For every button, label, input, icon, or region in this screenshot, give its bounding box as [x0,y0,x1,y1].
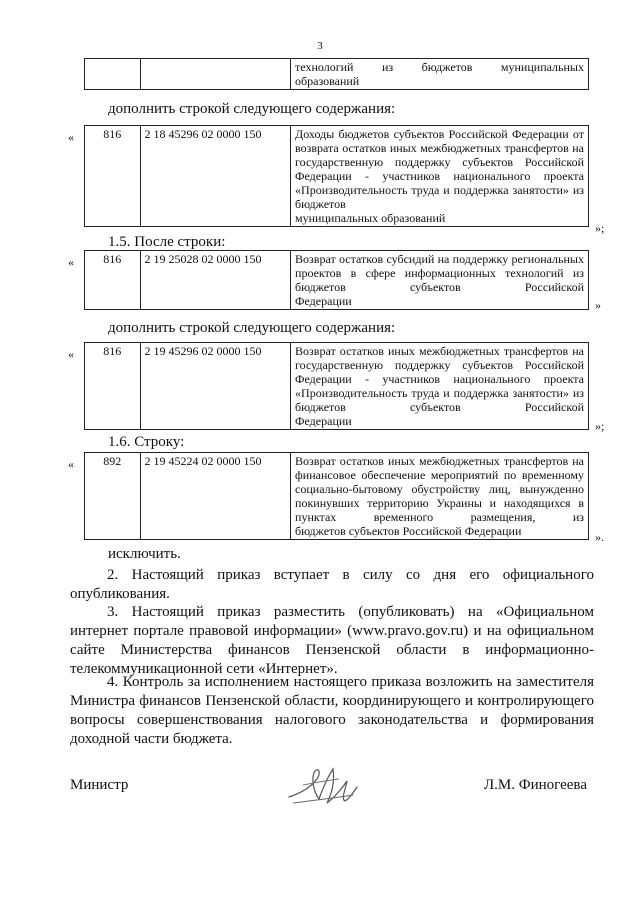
cell-kbk: 2 19 25028 02 0000 150 [140,251,290,310]
close-quote: »; [595,221,605,235]
table-row [84,125,589,227]
paragraph-3: 3. Настоящий приказ разместить (опубликовать) на «Официальном интернет портале правовой информации» (www.pravo.gov.ru) и на официальном сайте Министерства финансов Пензенской области в информационно-телекоммуникационной сети «Интернет». [70,604,594,677]
cell-description: Доходы бюджетов субъектов Российской Федерации от возврата остатков иных межбюджетных трансфертов на государственную поддержку субъектов Российской Федерации - участников национального проекта «Производительность труда и поддержка занятости» из бюджетов муниципальных образований [291,126,589,227]
table-row [84,342,589,430]
cell-description: Возврат остатков иных межбюджетных трансфертов на финансовое обеспечение мероприятий по временному социально-бытовому обустройству лиц, вынужденно покинувших территорию Украины и находящихся в пунктах временного размещения, из бюджетов субъектов Российской Федерации [291,453,589,540]
section-heading: 1.5. После строки: [108,234,226,250]
cell-kbk: 2 19 45224 02 0000 150 [140,453,290,540]
cell-description: технологий из бюджетов муниципальных образований [291,59,589,90]
exclude-instruction: исключить. [108,546,181,562]
table-row [84,452,589,540]
cell-code: 816 [85,251,141,310]
cell-description: Возврат остатков иных межбюджетных трансфертов на государственную поддержку субъектов Российской Федерации - участников национального проекта «Производительность труда и поддержка занятости» из бюджетов субъектов Российской Федерации [291,343,589,430]
cell-kbk [140,59,290,90]
cell-code: 816 [85,343,141,430]
handwritten-signature [283,757,363,813]
close-quote: ». [595,530,604,544]
paragraph-2: 2. Настоящий приказ вступает в силу со дня его официального опубликования. [70,567,594,602]
cell-code [85,59,141,90]
table-row-top [84,58,589,90]
open-quote: « [68,347,74,361]
table-row [84,250,589,310]
signatory-title: Министр [70,777,129,793]
open-quote: « [68,457,74,471]
cell-code: 892 [85,453,141,540]
close-quote: »; [595,419,605,433]
signatory-name: Л.М. Финогеева [484,777,587,793]
add-row-instruction: дополнить строкой следующего содержания: [108,320,396,336]
add-row-instruction: дополнить строкой следующего содержания: [108,101,396,117]
section-heading: 1.6. Строку: [108,434,185,450]
open-quote: « [68,255,74,269]
close-quote: » [595,298,601,312]
cell-kbk: 2 18 45296 02 0000 150 [140,126,290,227]
cell-kbk: 2 19 45296 02 0000 150 [140,343,290,430]
paragraph-4: 4. Контроль за исполнением настоящего приказа возложить на заместителя Министра финансов Пензенской области, координирующего и контролирующего вопросы совершенствования налогового законодательства и формирования доходной части бюджета. [70,674,594,747]
open-quote: « [68,130,74,144]
cell-code: 816 [85,126,141,227]
cell-description: Возврат остатков субсидий на поддержку региональных проектов в сфере информационных технологий из бюджетов субъектов Российской Федерации [291,251,589,310]
page-number: 3 [317,40,323,52]
